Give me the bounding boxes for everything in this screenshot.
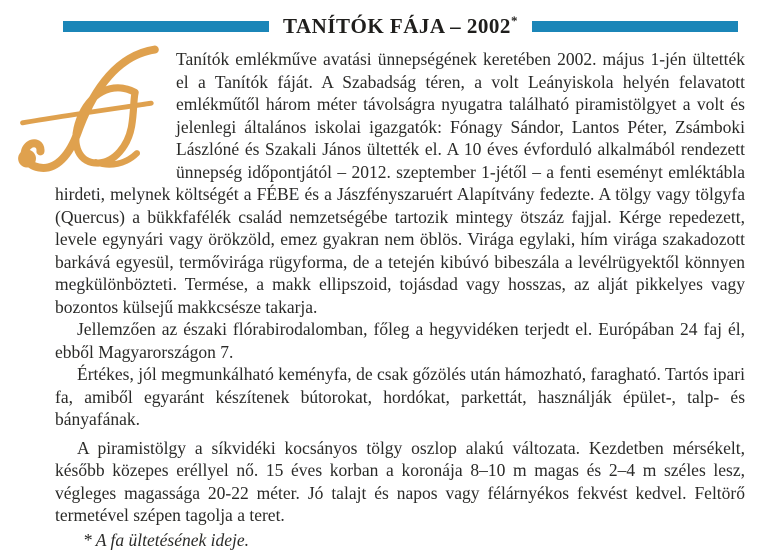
footnote: * A fa ültetésének ideje.	[83, 529, 250, 550]
title-rule-left	[63, 21, 269, 32]
title-asterisk: *	[510, 13, 518, 28]
page-header	[28, 14, 773, 38]
article-body	[55, 48, 745, 550]
script-letter-a-icon	[10, 46, 162, 180]
paragraph-1	[55, 48, 745, 318]
title-rule-right	[532, 21, 738, 32]
paragraph-2: Jellemzően az északi flórabirodalomban, főleg a hegyvidéken terjedt el. Európában 24 faj él, ebből Magyarországon 7.	[55, 319, 745, 362]
drop-cap	[10, 50, 162, 162]
paragraph-4: A piramistölgy a síkvidéki kocsányos tölgy oszlop alakú változata. Kezdetben mérsékelt, később közepes eréllyel nő. 15 éves korban a koronája 8–10 m magas és 2–4 m széles lesz, végleges magassága 20-22 méter. Jó talajt és napos vagy félárnyékos fekvést kedvel. Feltörő termetével szépen tagolja a teret.	[55, 437, 745, 525]
page-title-text: TANÍTÓK FÁJA – 2002	[283, 14, 511, 38]
paragraph-3: Értékes, jól megmunkálható keményfa, de csak gőzölés után hámozható, faragható. Tartós ipari fa, amiből egyaránt készítenek bútorokat, hordókat, parkettát, használják épület-, talp- és bányafának.	[55, 364, 745, 429]
page-title	[283, 14, 518, 38]
paragraph-1-text: Tanítók emlékműve avatási ünnepségének keretében 2002. május 1-jén ültették el a Tanítók fáját. A Szabadság téren, a volt Leányiskola helyén felavatott emlékműtől három méter távolságra nyugatra található piramistölgyet a volt és jelenlegi általános iskolai igazgatók: Fónagy Sándor, Lantos Péter, Zsámboki Lászlóné és Szakali János ültették el. A 10 éves évforduló alkalmából rendezett ünnepség időpontjától – 2012. szeptember 1-jétől – a fenti eseményt emléktábla hirdeti, melynek költségét a FÉBE és a Jászfényszaruért Alapítvány fedezte. A tölgy vagy tölgyfa (Quercus) a bükkfafélék család nemzetségébe tartozik mintegy ötszáz fajjal. Kérge repedezett, levele egynyári vagy örökzöld, emez gyakran nem öblös. Virága egylaki, hím virága szakadozott barkává egyesül, termővirága rügyforma, de a tetején kibúvó bibeszála a levélrügyektől könnyen megkülönbözteti. Termése, a makk ellipszoid, tojásdad vagy hosszas, az alját pikkelyes vagy bozontos külsejű makkcsésze takarja.	[55, 49, 745, 317]
